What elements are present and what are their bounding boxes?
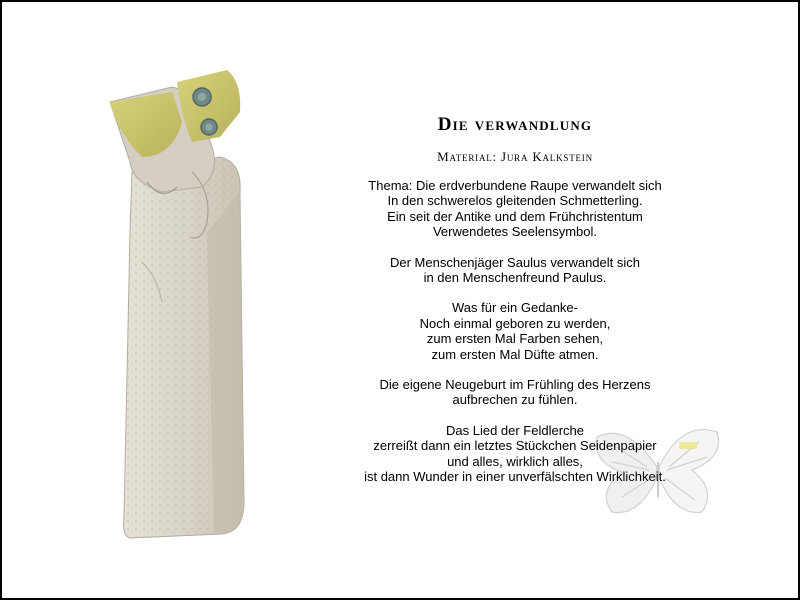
poem-stanza-3 (320, 300, 710, 362)
poem-stanza-2 (320, 255, 710, 286)
poem-line: Das Lied der Feldlerche (445, 422, 585, 438)
poem-line: In den schwerelos gleitenden Schmetterling. (387, 193, 643, 209)
poem-stanza-1 (320, 178, 710, 240)
poem-line: Der Menschenjäger Saulus verwandelt sich (389, 254, 640, 270)
poem-line: Verwendetes Seelensymbol. (432, 224, 598, 240)
poem-line: in den Menschenfreund Paulus. (423, 270, 607, 286)
poem-line: Die eigene Neugeburt im Frühling des Herzens (379, 377, 651, 393)
poem-line: Ein seit der Antike und dem Frühchristentum (387, 208, 643, 224)
poem-line: aufbrechen zu fühlen. (452, 392, 578, 408)
sculpture-image (102, 62, 252, 542)
poem-panel (320, 112, 710, 500)
poem-line: Noch einmal geboren zu werden, (419, 315, 611, 331)
poem-line: Thema: Die erdverbundene Raupe verwandelt sich (368, 178, 662, 193)
page-title: Die verwandlung (437, 114, 593, 135)
poem-line: zum ersten Mal Farben sehen, (426, 331, 604, 347)
poem-line: zum ersten Mal Düfte atmen. (431, 346, 599, 362)
poem-stanza-4 (320, 377, 710, 408)
poem-line: ist dann Wunder in einer unverfälschten Wirklichkeit. (364, 469, 666, 485)
material-label: Material: Jura Kalkstein (437, 149, 593, 164)
poem-stanza-5 (320, 423, 710, 485)
poem-line: zerreißt dann ein letztes Stückchen Seidenpapier (373, 438, 657, 454)
poem-line: und alles, wirklich alles, (447, 453, 583, 469)
poem-line: Was für ein Gedanke- (452, 300, 578, 316)
